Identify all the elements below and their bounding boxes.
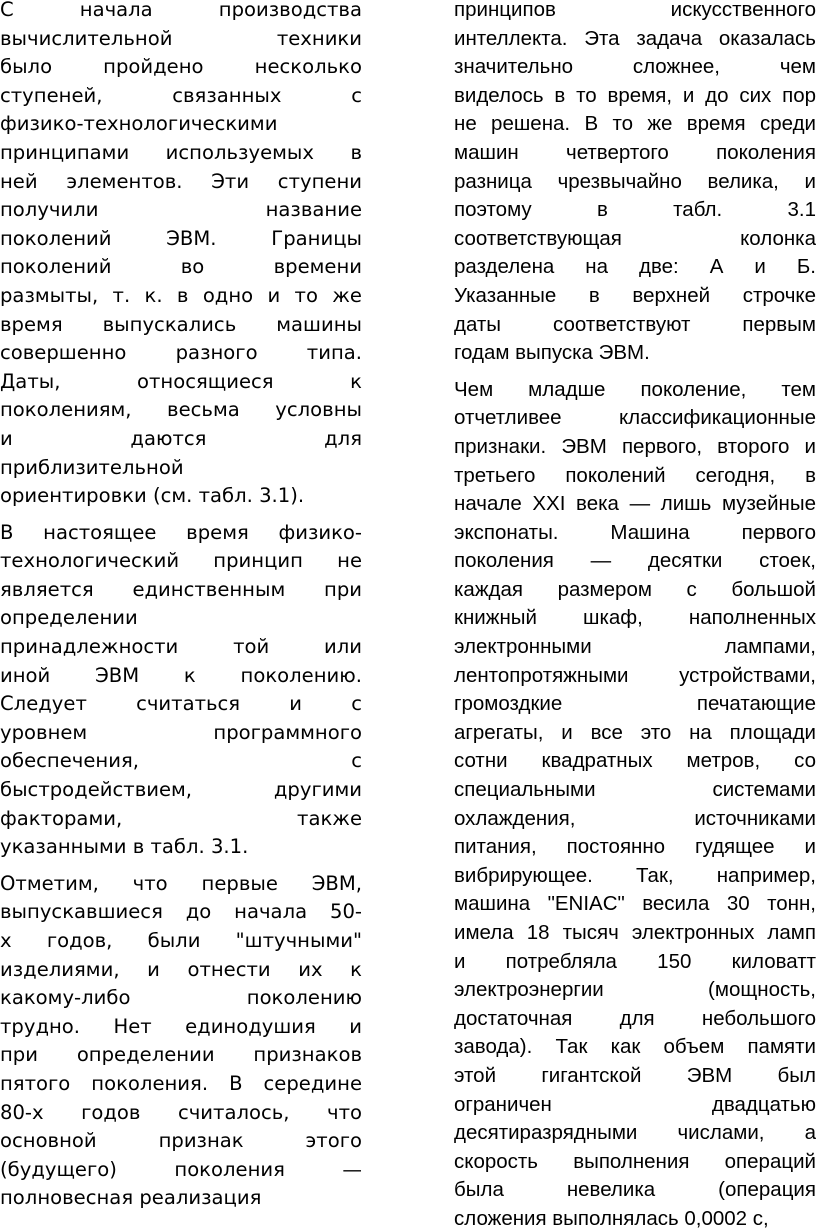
text-line: пятого поколения. В середине xyxy=(0,1071,362,1095)
text-line: не решена. В то же время среди xyxy=(454,112,816,136)
text-line: агрегаты, и все это на площади xyxy=(454,720,816,744)
text-line: Чем младше поколение, тем xyxy=(454,377,816,401)
text-line: специальными системами xyxy=(454,778,816,802)
text-line: является единственным при xyxy=(0,577,362,601)
paragraph xyxy=(0,0,362,511)
left-text-column xyxy=(0,0,362,1221)
text-line: имела 18 тысяч электронных ламп xyxy=(454,921,816,944)
text-line: лентопротяжными устройствами, xyxy=(454,663,816,687)
text-line: при определении признаков xyxy=(0,1043,362,1067)
text-line: начале XXI века — лишь музейные xyxy=(454,492,816,516)
text-line: трудно. Нет единодушия и xyxy=(0,1014,362,1038)
text-line: 80-х годов считалось, что xyxy=(0,1100,362,1124)
text-line: принципами используемых в xyxy=(0,140,362,164)
text-line: было пройдено несколько xyxy=(0,55,362,79)
text-line: полновесная реализация xyxy=(0,1186,262,1210)
text-line: приблизительной xyxy=(0,455,184,479)
text-line: третьего поколений сегодня, в xyxy=(454,463,816,487)
text-line: книжный шкаф, наполненных xyxy=(454,606,816,630)
text-line: поколений во времени xyxy=(0,255,362,279)
text-line: (будущего) поколения — xyxy=(0,1157,362,1181)
text-line: значительно сложнее, чем xyxy=(454,55,816,79)
paragraph xyxy=(454,376,816,1232)
text-line: отчетливее классификационные xyxy=(454,406,816,430)
text-line: совершенно разного типа. xyxy=(0,341,362,365)
text-line: разделена на две: А и Б. xyxy=(454,255,816,279)
text-line: х годов, были "штучными" xyxy=(0,929,362,952)
text-line: ней элементов. Эти ступени xyxy=(0,169,362,193)
text-line: виделось в то время, и до сих пор xyxy=(454,83,816,107)
text-line: Даты, относящиеся к xyxy=(0,369,362,393)
text-line: питания, постоянно гудящее и xyxy=(454,835,816,859)
text-line: этой гигантской ЭВМ был xyxy=(454,1063,816,1087)
text-line: время выпускались машины xyxy=(0,312,362,336)
text-line: получили название xyxy=(0,198,362,222)
text-line: основной признак этого xyxy=(0,1129,362,1153)
text-line: поколений ЭВМ. Границы xyxy=(0,226,362,250)
text-line: электроэнергии (мощность, xyxy=(454,978,816,1002)
text-line: ступеней, связанных с xyxy=(0,83,362,107)
text-line: поколения — десятки стоек, xyxy=(454,549,816,573)
text-line: ограничен двадцатью xyxy=(454,1092,816,1116)
text-line: принадлежности той или xyxy=(0,635,362,659)
text-line: поэтому в табл. 3.1 xyxy=(454,198,816,222)
text-line: обеспечения, с xyxy=(0,749,362,773)
text-line: какому-либо поколению xyxy=(0,986,362,1010)
text-line: завода). Так как объем памяти xyxy=(454,1035,816,1059)
paragraph xyxy=(0,519,362,862)
text-line: вибрирующее. Так, например, xyxy=(454,863,816,887)
text-line: факторами, также xyxy=(0,806,362,830)
text-line: достаточная для небольшого xyxy=(454,1006,816,1030)
text-line: десятиразрядными числами, а xyxy=(454,1121,816,1145)
text-line: признаки. ЭВМ первого, второго и xyxy=(454,434,816,458)
text-line: уровнем программного xyxy=(0,720,362,744)
text-line: изделиями, и отнести их к xyxy=(0,957,362,981)
text-line: скорость выполнения операций xyxy=(454,1149,816,1173)
text-line: и даются для xyxy=(0,426,362,450)
text-line: указанными в табл. 3.1. xyxy=(0,835,249,859)
text-line: разница чрезвычайно велика, и xyxy=(454,169,816,193)
text-line: была невелика (операция xyxy=(454,1178,816,1202)
paragraph xyxy=(0,870,362,1213)
text-line: даты соответствуют первым xyxy=(454,312,816,336)
text-line: поколениям, весьма условны xyxy=(0,398,362,422)
text-line: В настоящее время физико- xyxy=(0,520,362,544)
text-line: сложения выполнялась 0,0002 с, xyxy=(454,1206,769,1230)
text-line: экспонаты. Машина первого xyxy=(454,520,816,544)
text-line: Указанные в верхней строчке xyxy=(454,283,816,307)
text-line: ориентировки (см. табл. 3.1). xyxy=(0,484,305,508)
text-line: интеллекта. Эта задача оказалась xyxy=(454,26,816,50)
right-text-column xyxy=(454,0,816,1232)
text-line: годам выпуска ЭВМ. xyxy=(454,341,650,365)
text-line: принципов искусственного xyxy=(454,0,816,21)
text-line: иной ЭВМ к поколению. xyxy=(0,663,362,687)
text-line: Отметим, что первые ЭВМ, xyxy=(0,871,362,895)
text-line: быстродействием, другими xyxy=(0,778,362,802)
text-line: Следует считаться и с xyxy=(0,692,362,716)
text-line: размыты, т. к. в одно и то же xyxy=(0,283,362,307)
text-line: соответствующая колонка xyxy=(454,226,816,250)
text-line: вычислительной техники xyxy=(0,26,362,50)
text-line: технологический принцип не xyxy=(0,549,362,573)
text-line: определении xyxy=(0,606,138,630)
text-line: физико-технологическими xyxy=(0,112,278,136)
text-line: машин четвертого поколения xyxy=(454,140,816,164)
text-line: выпускавшиеся до начала 50- xyxy=(0,900,362,924)
text-line: С начала производства xyxy=(0,0,362,21)
text-line: громоздкие печатающие xyxy=(454,692,816,716)
text-line: электронными лампами, xyxy=(454,635,816,659)
text-line: машина "ENIAC" весила 30 тонн, xyxy=(454,892,816,916)
text-line: каждая размером с большой xyxy=(454,577,816,601)
text-line: и потребляла 150 киловатт xyxy=(454,949,816,973)
text-line: сотни квадратных метров, со xyxy=(454,749,816,773)
text-line: охлаждения, источниками xyxy=(454,806,816,830)
paragraph xyxy=(454,0,816,368)
